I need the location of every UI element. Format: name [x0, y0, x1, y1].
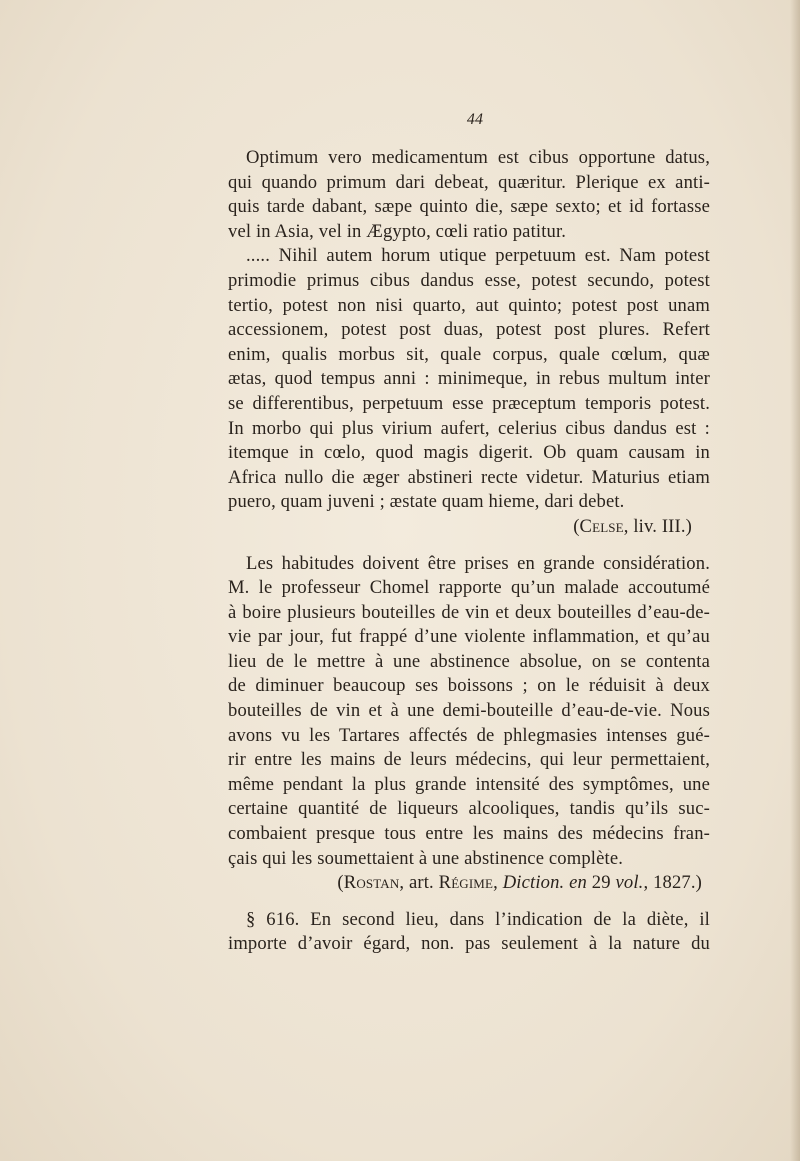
citation-volume-label: vol.: [615, 872, 644, 894]
citation-author: Celse: [579, 515, 624, 537]
citation-sep: , art.: [399, 872, 439, 894]
text-line: puero, quam juveni ; æstate quam hieme, dari debet.: [228, 491, 625, 513]
text-line: primodie primus cibus dandus esse, potest secundo, potest: [228, 269, 710, 291]
text-line: M. le professeur Chomel rapporte qu’un malade accoutumé: [228, 577, 710, 599]
text-line: rir entre les mains de leurs médecins, qui leur permettaient,: [228, 749, 710, 771]
text-line: Africa nullo die æger abstineri recte videtur. Maturius etiam: [228, 466, 710, 488]
text-line: vel in Asia, vel in Ægypto, cœli ratio patitur.: [228, 220, 567, 242]
section-616: [228, 908, 710, 957]
citation-open: (: [337, 872, 344, 894]
text-line: Les habitudes doivent être prises en grande considération.: [246, 552, 710, 574]
citation-work: Diction. en: [502, 872, 587, 894]
text-line: In morbo qui plus virium aufert, celerius cibus dandus est :: [228, 417, 710, 439]
text-line: itemque in cœlo, quod magis digerit. Ob quam causam in: [228, 442, 710, 464]
citation-open: (: [573, 515, 580, 537]
citation-author: Rostan: [343, 872, 400, 894]
text-line: à boire plusieurs bouteilles de vin et deux bouteilles d’eau-de-: [228, 601, 710, 623]
text-line: ..... Nihil autem horum utique perpetuum est. Nam potest: [246, 245, 710, 267]
text-line: Optimum vero medicamentum est cibus opportune datus,: [246, 147, 710, 168]
text-line: vie par jour, fut frappé d’une violente inflammation, et qu’au: [228, 626, 710, 648]
text-line: se differentibus, perpetuum esse præceptum temporis potest.: [228, 392, 710, 414]
text-line: § 616. En second lieu, dans l’indication de la diète, il: [246, 908, 710, 930]
rostan-quote: [228, 552, 710, 896]
text-line: importe d’avoir égard, non. pas seulement à la nature du: [228, 933, 710, 955]
text-line: même pendant la plus grande intensité des symptômes, une: [228, 773, 710, 795]
citation-article: Régime: [438, 872, 494, 894]
text-line: ætas, quod tempus anni : minimeque, in rebus multum inter: [228, 368, 710, 390]
text-line: quis tarde dabant, sæpe quinto die, sæpe sexto; et id fortasse: [228, 196, 710, 218]
citation-volume-number: 29: [587, 872, 616, 894]
text-line: qui quando primum dari debeat, quæritur. Plerique ex anti-: [228, 171, 710, 193]
page-text: [228, 110, 710, 957]
text-line: enim, qualis morbus sit, quale corpus, quale cœlum, quæ: [228, 343, 710, 365]
celse-citation: [228, 515, 710, 540]
text-line: avons vu les Tartares affectés de phlegmasies intenses gué-: [228, 724, 710, 746]
page-number: 44: [466, 111, 484, 128]
celsus-quote: [228, 146, 710, 540]
text-line: çais qui les soumettaient à une abstinence complète.: [228, 847, 624, 869]
text-line: bouteilles de vin et à une demi-bouteille d’eau-de-vie. Nous: [228, 700, 710, 722]
citation-sep: ,: [493, 872, 503, 894]
text-line: certaine quantité de liqueurs alcooliques, tandis qu’ils suc-: [228, 798, 710, 820]
text-line: tertio, potest non nisi quarto, aut quinto; potest post unam: [228, 294, 710, 316]
text-line: accessionem, potest post duas, potest post plures. Refert: [228, 319, 710, 341]
text-line: combaient presque tous entre les mains des médecins fran-: [228, 823, 710, 845]
page-edge-shadow: [790, 0, 800, 1161]
text-line: lieu de le mettre à une abstinence absolue, on se contenta: [228, 650, 710, 672]
citation-rest: , 1827.): [643, 872, 702, 894]
citation-rest: , liv. III.): [623, 515, 692, 537]
rostan-citation: [228, 871, 710, 896]
text-line: de diminuer beaucoup ses boissons ; on le réduisit à deux: [228, 675, 710, 697]
